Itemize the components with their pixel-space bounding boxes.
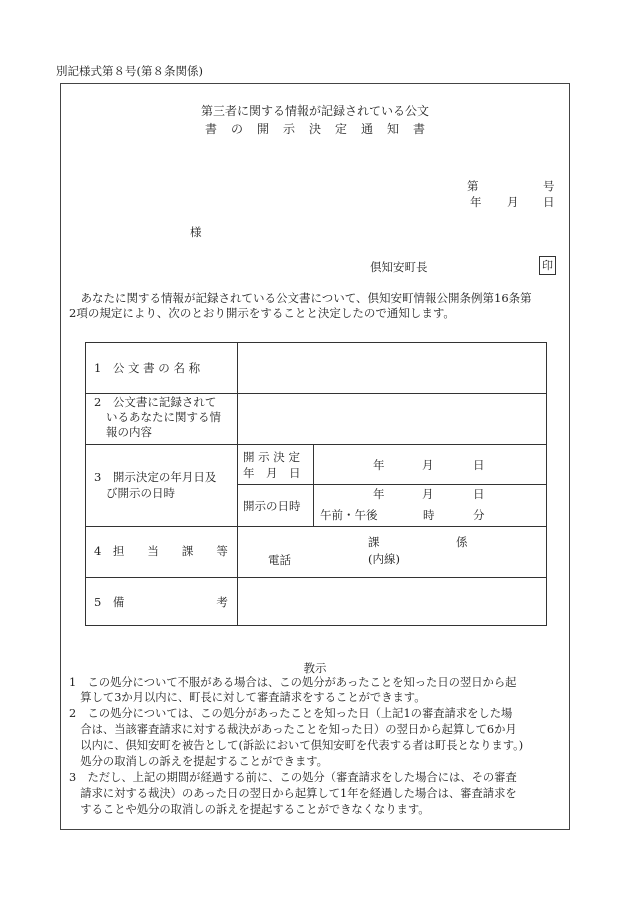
subrow-label-disclosure-time: 開示の日時: [243, 499, 301, 513]
row-label-information-content: いるあなたに関する情: [106, 410, 221, 424]
seal-stamp: 印: [539, 256, 556, 275]
instruction-line: 算して3か月以内に、町長に対して審査請求をすることができます。: [69, 691, 426, 704]
disclosure-minute: 分: [473, 508, 485, 522]
issue-date-day: 日: [543, 195, 555, 209]
department-phone: 電話: [268, 553, 291, 567]
disclosure-month: 月: [422, 487, 434, 501]
form-number-label: 別記様式第８号(第８条関係): [56, 64, 203, 78]
document-number-prefix: 第: [467, 179, 479, 193]
disclosure-hour: 時: [423, 508, 435, 522]
subrow-label-decision-date: 開 示 決 定: [243, 450, 300, 464]
issue-date-year: 年: [470, 195, 482, 209]
instruction-line: 2 この処分については、この処分があったことを知った日（上記1の審査請求をした場: [69, 707, 513, 720]
issuer-name: 倶知安町長: [370, 260, 428, 274]
row-label-remarks: 5 備 考: [94, 595, 228, 609]
instruction-line: 以内に、倶知安町を被告として(訴訟において倶知安町を代表する者は町長となります。): [69, 739, 524, 752]
department-subsection: 係: [456, 535, 468, 549]
document-title-line-2: 書の開示決定通知書: [204, 122, 439, 136]
disclosure-day: 日: [473, 487, 485, 501]
decision-day: 日: [473, 458, 485, 472]
document-title-line-1: 第三者に関する情報が記録されている公文: [200, 104, 429, 118]
row-label-document-name: 1 公 文 書 の 名 称: [94, 361, 201, 375]
table-row-divider: [86, 577, 546, 578]
department-section: 課: [368, 535, 380, 549]
disclosure-table: [85, 342, 547, 626]
instruction-line: 合は、当該審査請求に対する裁決があったことを知った日）の翌日から起算して6か月: [69, 723, 517, 736]
table-column-divider: [237, 343, 238, 625]
row-label-information-content: 2 公文書に記録されて: [94, 395, 217, 409]
row-label-department: 4 担 当 課 等: [94, 544, 228, 558]
row-label-information-content: 報の内容: [106, 425, 152, 439]
document-number-suffix: 号: [543, 179, 555, 193]
decision-month: 月: [422, 458, 434, 472]
disclosure-am-pm: 午前・午後: [320, 508, 378, 522]
recipient-honorific: 様: [190, 225, 202, 239]
body-text-line-2: 2項の規定により、次のとおり開示をすることと決定したので通知します。: [69, 306, 455, 320]
issue-date-month: 月: [507, 195, 519, 209]
body-text-line-1: あなたに関する情報が記録されている公文書について、倶知安町情報公開条例第16条第: [69, 291, 532, 305]
department-extension: (内線): [368, 552, 400, 566]
instruction-line: 処分の取消しの訴えを提起することができます。: [69, 755, 328, 768]
row-label-decision-date: 3 開示決定の年月日及: [94, 470, 217, 484]
instruction-line: 請求に対する裁決）のあった日の翌日から起算して1年を経過した場合は、審査請求を: [69, 787, 517, 800]
row-label-decision-date: び開示の日時: [106, 486, 175, 500]
disclosure-year: 年: [373, 487, 385, 501]
instruction-line: 3 ただし、上記の期間が経過する前に、この処分（審査請求をした場合には、その審査: [69, 771, 517, 784]
table-subcolumn-divider: [313, 444, 314, 526]
instruction-heading: 教示: [303, 661, 327, 675]
instruction-line: 1 この処分について不服がある場合は、この処分があったことを知った日の翌日から起: [69, 676, 517, 689]
instruction-line: することや処分の取消しの訴えを提起することができなくなります。: [69, 803, 430, 816]
subrow-label-decision-date: 年 月 日: [243, 466, 301, 480]
table-row-divider: [86, 526, 546, 527]
decision-year: 年: [373, 458, 385, 472]
table-row-divider: [86, 444, 546, 445]
table-subrow-divider: [237, 484, 546, 485]
